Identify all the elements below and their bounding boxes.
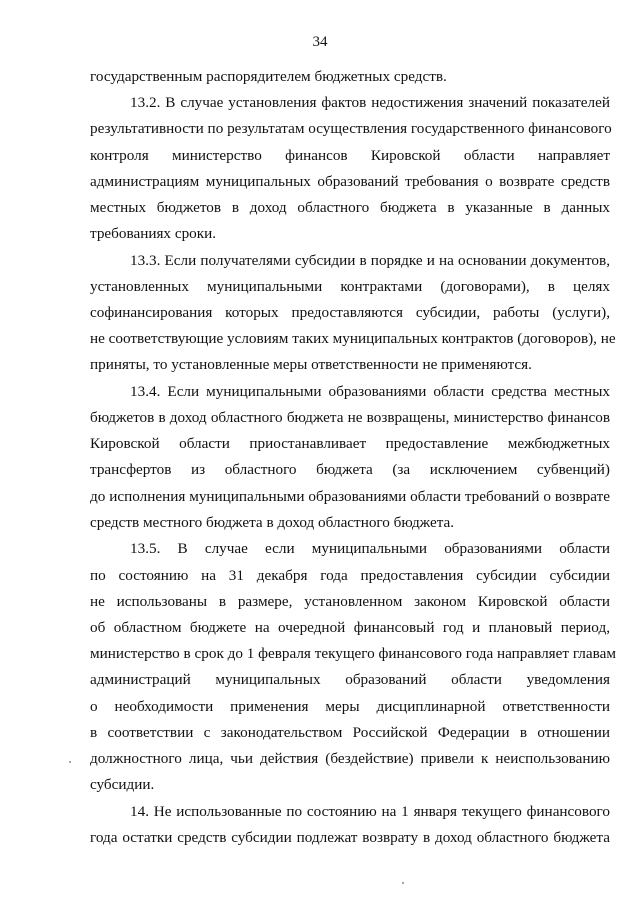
text-line: приняты, то установленные меры ответственности не применяются. xyxy=(90,356,532,373)
page-number: 34 xyxy=(312,34,328,50)
text-line: министерство в срок до 1 февраля текущего финансового года направляет главам xyxy=(90,645,616,662)
text-line: не использованы в размере, установленном законом Кировской области xyxy=(90,593,610,610)
text-line: года остатки средств субсидии подлежат возврату в доход областного бюджета xyxy=(90,829,610,846)
text-line: софинансирования которых предоставляются субсидии, работы (услуги), xyxy=(90,304,610,321)
text-line: трансфертов из областного бюджета (за исключением субвенций) xyxy=(90,461,610,478)
text-line: до исполнения муниципальными образованиями области требований о возврате xyxy=(90,488,610,505)
text-line: Кировской области приостанавливает предоставление межбюджетных xyxy=(90,435,610,452)
text-line: результативности по результатам осуществления государственного финансового xyxy=(90,120,612,137)
text-line: контроля министерство финансов Кировской области направляет xyxy=(90,147,610,164)
text-line: по состоянию на 31 декабря года предоставления субсидии субсидии xyxy=(90,567,610,584)
text-line: администрациям муниципальных образований требования о возврате средств xyxy=(90,173,610,190)
text-line: должностного лица, чьи действия (бездействие) привели к неиспользованию xyxy=(90,750,610,767)
scan-speck xyxy=(69,761,71,763)
text-line: местных бюджетов в доход областного бюджета в указанные в данных xyxy=(90,199,610,216)
text-line: в соответствии с законодательством Российской Федерации в отношении xyxy=(90,724,610,741)
text-line: средств местного бюджета в доход областного бюджета. xyxy=(90,514,455,531)
text-line: 13.2. В случае установления фактов недостижения значений показателей xyxy=(130,94,610,111)
text-line: требованиях сроки. xyxy=(90,225,217,242)
scan-speck xyxy=(402,882,404,884)
text-line: 13.3. Если получателями субсидии в порядке и на основании документов, xyxy=(130,252,610,269)
text-line: администраций муниципальных образований области уведомления xyxy=(90,671,610,688)
text-line: бюджетов в доход областного бюджета не возвращены, министерство финансов xyxy=(90,409,610,426)
text-line: 13.4. Если муниципальными образованиями области средства местных xyxy=(130,383,610,400)
text-line: 13.5. В случае если муниципальными образованиями области xyxy=(130,540,610,557)
text-line: о необходимости применения меры дисциплинарной ответственности xyxy=(90,698,610,715)
text-line: 14. Не использованные по состоянию на 1 января текущего финансового xyxy=(130,803,610,820)
text-line: субсидии. xyxy=(90,776,155,793)
text-line: об областном бюджете на очередной финансовый год и плановый период, xyxy=(90,619,610,636)
text-line: государственным распорядителем бюджетных средств. xyxy=(90,68,447,85)
text-line: не соответствующие условиям таких муниципальных контрактов (договоров), не xyxy=(90,330,616,347)
text-line: установленных муниципальными контрактами (договорами), в целях xyxy=(90,278,610,295)
